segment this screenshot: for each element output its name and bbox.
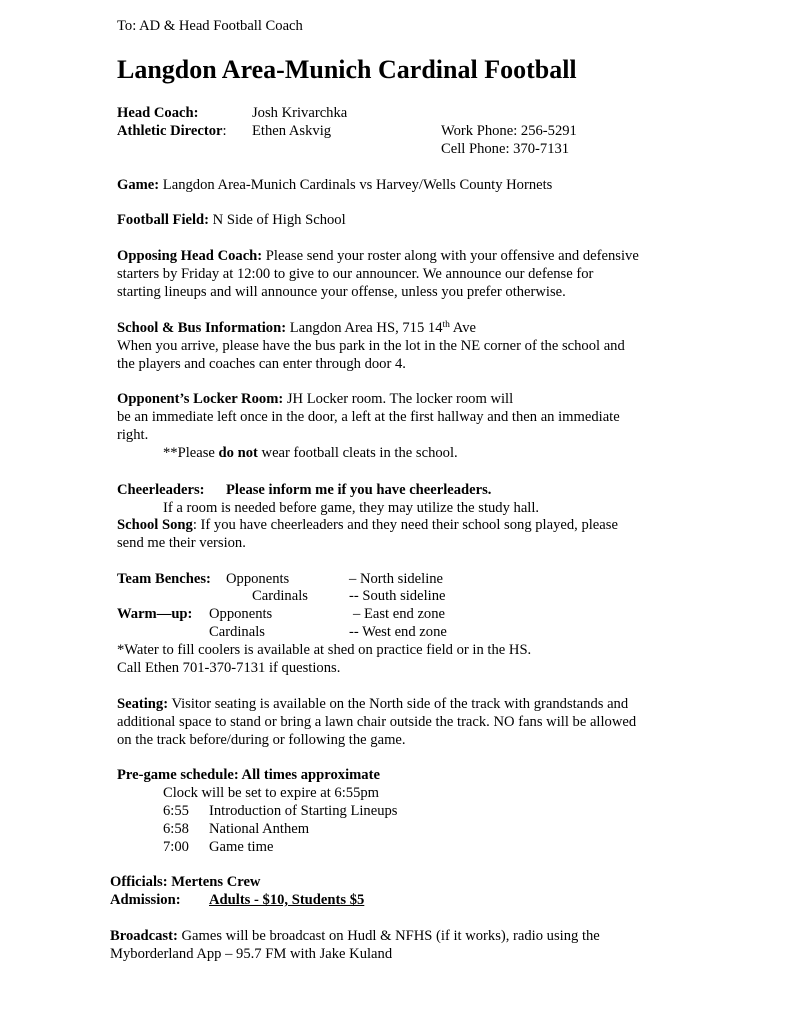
opposing-coach-line2: starters by Friday at 12:00 to give to our announcer. We announce our defense for (117, 266, 594, 282)
seating-line3: on the track before/during or following the game. (117, 732, 406, 748)
schedule-time: 7:00 (163, 839, 189, 855)
ad-label: Athletic Director (117, 123, 223, 139)
warmup-cardinals: Cardinals (209, 624, 265, 640)
opposing-coach-line1 (117, 247, 639, 265)
cleats-note-a: **Please (163, 445, 219, 461)
warmup-opponents-side: – East end zone (353, 606, 445, 622)
song-line2: send me their version. (117, 535, 246, 551)
locker-line1 (117, 390, 513, 408)
school-bus-line2: When you arrive, please have the bus park in the lot in the NE corner of the school and (117, 338, 625, 354)
cell-phone: Cell Phone: 370-7131 (441, 141, 570, 157)
opposing-coach-label: Opposing Head Coach: (117, 248, 263, 264)
field-label: Football Field: (117, 212, 210, 228)
cheer-line2: If a room is needed before game, they may utilize the study hall. (163, 500, 540, 516)
game-text: Langdon Area-Munich Cardinals vs Harvey/Wells County Hornets (159, 177, 553, 193)
athletic-director-name: Ethen Askvig (252, 123, 332, 139)
locker-line3: right. (117, 427, 149, 443)
schedule-event: National Anthem (209, 821, 310, 837)
game-label: Game: (117, 177, 160, 193)
head-coach-name: Josh Krivarchka (252, 105, 348, 121)
locker-line2: be an immediate left once in the door, a left at the first hallway and then an immediate (117, 409, 620, 425)
cleats-note-b: wear football cleats in the school. (257, 445, 458, 461)
work-phone: Work Phone: 256-5291 (441, 123, 577, 139)
warmup-opponents: Opponents (209, 606, 273, 622)
admission-label: Admission: (110, 892, 181, 908)
call-note: Call Ethen 701-370-7131 if questions. (117, 660, 341, 676)
schedule-event: Game time (209, 839, 274, 855)
field-line (117, 211, 346, 229)
game-line (117, 176, 552, 194)
opposing-coach-line3: starting lineups and will announce your offense, unless you prefer otherwise. (117, 284, 566, 300)
seating-line2: additional space to stand or bring a lawn chair outside the track. NO fans will be allowed (117, 714, 637, 730)
memo-to: To: AD & Head Football Coach (117, 18, 303, 34)
schedule-time: 6:58 (163, 821, 189, 837)
broadcast-line2: Myborderland App – 95.7 FM with Jake Kuland (110, 946, 393, 962)
seating-text: Visitor seating is available on the North side of the track with grandstands and (168, 696, 629, 712)
school-bus-text-b: Ave (449, 320, 476, 336)
water-note: *Water to fill coolers is available at shed on practice field or in the HS. (117, 642, 532, 658)
benches-cardinals-side: -- South sideline (349, 588, 446, 604)
seating-line1 (117, 695, 628, 713)
locker-label: Opponent’s Locker Room: (117, 391, 284, 407)
field-text: N Side of High School (209, 212, 346, 228)
schedule-time: 6:55 (163, 803, 189, 819)
school-bus-label: School & Bus Information: (117, 320, 287, 336)
cheer-label: Cheerleaders: (117, 482, 205, 498)
page-title: Langdon Area-Munich Cardinal Football (117, 55, 577, 84)
benches-cardinals: Cardinals (252, 588, 308, 604)
cheer-bold-text: Please inform me if you have cheerleaders. (226, 482, 492, 498)
cleats-note (163, 444, 458, 462)
school-bus-sup: th (442, 320, 450, 330)
song-label: School Song (117, 517, 193, 533)
school-bus-text-a: Langdon Area HS, 715 14 (286, 320, 443, 336)
song-line1 (117, 516, 618, 534)
warmup-label: Warm—up: (117, 606, 193, 622)
pregame-label: Pre-game schedule: All times approximate (117, 767, 380, 783)
athletic-director-label (117, 122, 227, 140)
school-bus-line3: the players and coaches can enter through door 4. (117, 356, 406, 372)
locker-text: JH Locker room. The locker room will (283, 391, 514, 407)
ad-colon: : (222, 123, 227, 139)
song-text: : If you have cheerleaders and they need their school song played, please (192, 517, 618, 533)
pregame-clock: Clock will be set to expire at 6:55pm (163, 785, 380, 801)
schedule-event: Introduction of Starting Lineups (209, 803, 398, 819)
head-coach-label: Head Coach: (117, 105, 199, 121)
officials: Officials: Mertens Crew (110, 874, 261, 890)
broadcast-line1 (110, 927, 600, 945)
seating-label: Seating: (117, 696, 169, 712)
school-bus-line1 (117, 319, 476, 337)
opposing-coach-text: Please send your roster along with your offensive and defensive (262, 248, 639, 264)
admission-text: Adults - $10, Students $5 (209, 892, 365, 908)
benches-label: Team Benches: (117, 571, 211, 587)
broadcast-label: Broadcast: (110, 928, 178, 944)
benches-opponents-side: – North sideline (349, 571, 444, 587)
broadcast-text: Games will be broadcast on Hudl & NFHS (if it works), radio using the (177, 928, 600, 944)
warmup-cardinals-side: -- West end zone (349, 624, 447, 640)
cleats-note-bold: do not (218, 445, 258, 461)
benches-opponents: Opponents (226, 571, 290, 587)
